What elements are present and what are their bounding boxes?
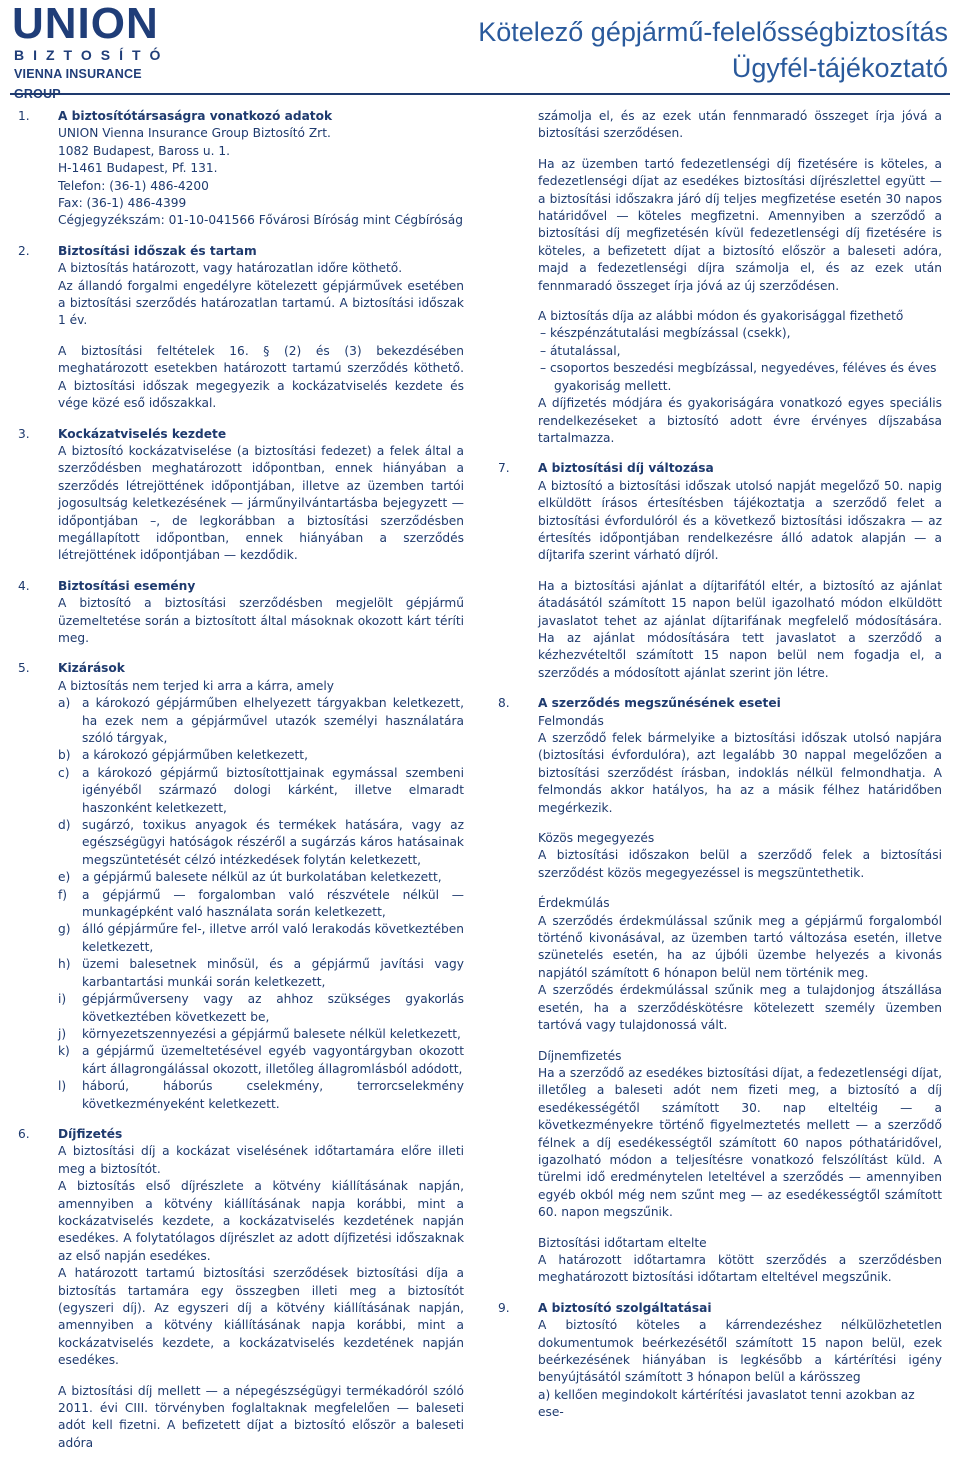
paragraph: A biztosítási feltételek 16. § (2) és (3) bekezdésében meghatározott esetekben határozott tartamú szerződés köthető. A biztosítási időszak megegyezik a kockázatviselés kezdete és vége közé eső időszakkal. [58,343,464,411]
subheading: Közös megegyezés [538,831,655,846]
company-phone: Telefon: (36-1) 486-4200 [58,178,209,193]
paragraph: Ha a szerződő az esedékes biztosítási díjat, a fedezetlenségi díjat, illetőleg a baleseti adót nem fizeti meg, a biztosító a díj esedékességétől számított 30. nap elteltéig — a következményekre történő figyelmeztetés mellett — a szerződő félnek a díj esedékességtől számított 60 napos póthatáridővel, igazolható módon a teljesítésre vonatkozó felszólítást küld. A türelmi idő eredménytelen leteltével a szerződés — amennyiben egyéb okból még nem szűnt meg — az esedékességtől számított 60. napon megszűnik. [538,1065,942,1220]
section-4 [18,578,464,648]
list-item: – átutalással, [538,343,942,360]
company-po-box: H-1461 Budapest, Pf. 131. [58,161,218,176]
subheading: Felmondás [538,713,604,728]
paragraph: A biztosítás díja az alábbi módon és gyakorisággal fizethető [538,309,904,324]
section-6 [18,1126,464,1452]
section-heading: Kockázatviselés kezdete [58,426,227,441]
right-column [498,108,942,1435]
section-heading: Biztosítási esemény [58,578,196,593]
list-item: a) a károkozó gépjárműben elhelyezett tárgyakban keletkezett, ha ezek nem a gépjárművel utazók személyi használatára szóló tárgyak, [58,696,464,745]
list-item: c) a károkozó gépjármű biztosítottjainak egymással szembeni igényéből származó dologi kárként, illetve elmaradt haszonként keletkezett, [58,765,464,815]
list-item: h) üzemi balesetnek minősül, és a gépjármű javítási vagy karbantartási munkái során keletkezett, [58,957,464,989]
paragraph: A szerződés érdekmúlással szűnik meg a tulajdonjog átszállása esetén, ha a szerződéskötésre kötelezett személy üzemben tartóvá vagy tulajdonossá vált. [538,983,942,1033]
paragraph: A szerződés érdekmúlással szűnik meg a gépjármű forgalomból történő kivonásával, az üzemben tartó változása esetén, illetve szünetelés esetén, ha az újbóli üzembe helyezés a kivonás napjától számított 6 hónapon belül nem történik meg. [538,913,942,980]
section-number: 6. [18,1126,30,1141]
paragraph: A biztosító kockázatviselése (a biztosítási fedezet) a felek által a szerződésben meghatározott időpontban, ennek hiányában a szerződés létrejöttének időpontjában, illetve az üzemben tartói jogosultság keletkezésének — járműnyilvántartásba bejegyzett — időpontjában –, de legkorábban a biztosítási szerződésben megállapított időpontban, ennek hiányában a szerződés létrejöttének időpontjában — kezdődik. [58,443,464,563]
subheading: Biztosítási időtartam eltelte [538,1235,707,1250]
logo-union-text: UNION [12,0,159,48]
paragraph: Az állandó forgalmi engedélyre kötelezett gépjárművek esetében a biztosítási szerződés határozatlan tartamú. A biztosítási időszak 1 év. [58,278,464,328]
section-8 [498,695,942,1287]
section-1 [18,108,464,230]
section-heading: Díjfizetés [58,1126,123,1141]
section-number: 2. [18,243,30,258]
exclusions-intro: A biztosítás nem terjed ki arra a kárra, amely [58,678,334,693]
logo-group-text: VIENNA INSURANCE [14,67,142,81]
section-heading: Biztosítási időszak és tartam [58,243,257,258]
section-heading: Kizárások [58,661,125,676]
logo-biztosito-text: BIZTOSÍTÓ [14,47,170,63]
list-item: d) sugárzó, toxikus anyagok és termékek hatására, vagy az egészségügyi hatóságok részéről a sugárzás káros hatásainak megszüntetését célzó intézkedések folytán keletkezett, [58,818,464,867]
paragraph: A díjfizetés módjára és gyakoriságára vonatkozó egyes speciális rendelkezéseket a biztosító adott évre érvényes díjszabása tartalmazza. [538,396,942,445]
section-number: 5. [18,661,30,676]
list-item: i) gépjárműverseny vagy az ahhoz szükséges gyakorlás következtében következett be, [58,992,464,1024]
section-heading: A biztosítótársaságra vonatkozó adatok [58,109,333,123]
paragraph: Ha az üzemben tartó fedezetlenségi díj fizetésére is köteles, a fedezetlenségi díjat az esedékes biztosítási díjrészlettel együtt — a biztosítási időszakra járó díj teljes megfizetése esetén 30 napos határidővel — köteles megfizetni. Amennyiben a szerződő a biztosítási díj megfizetésén kívül fedezetlenségi díj fizetésére is köteles, a befizetett díjat a biztosító először a baleseti adóra, majd a fedezetlenségi díjra számolja el, és az ezek után fennmaradó összeget írja jóvá az új szerződésen. [538,156,942,293]
paragraph: A biztosítás határozott, vagy határozatlan időre köthető. [58,261,403,276]
section-number: 9. [498,1300,510,1315]
company-registration: Cégjegyzékszám: 01-10-041566 Fővárosi Bíróság mint Cégbíróság [58,213,463,228]
paragraph: A biztosító köteles a kárrendezéshez nélkülözhetetlen dokumentumok beérkezésétől számított 15 napon belül, ezek beérkezésének hiányában is legkésőbb a kártérítési igény benyújtásától számított 3 hónapon belül a kárösszeg [538,1318,942,1385]
paragraph: A biztosító a biztosítási időszak utolsó napját megelőző 50. napig elküldött írásos értesítésben tájékoztatja a szerződő felet a biztosítási évfordulóról és a következő biztosítási időszakra — az értesítés időpontjában rendelkezésre álló adatok alapján — a díjtarifa szerint várható díjról. [538,478,942,563]
list-item: g) álló gépjárműre fel-, illetve arról való lerakodás következtében keletkezett, [58,922,464,954]
document-title [478,14,948,86]
paragraph: A határozott időtartamra kötött szerződés a szerződésben meghatározott biztosítási időtartam elteltével megszűnik. [538,1252,942,1285]
title-line-2: Ügyfél-tájékoztató [731,53,948,83]
paragraph: számolja el, és az ezek után fennmaradó összeget írja jóvá a biztosítási szerződésen. [538,109,942,141]
company-name: UNION Vienna Insurance Group Biztosító Zrt. [58,126,331,141]
company-fax: Fax: (36-1) 486-4399 [58,196,187,211]
section-3 [18,426,464,565]
list-item: j) környezetszennyezési a gépjármű balesete nélkül keletkezett, [58,1026,461,1041]
section-6-continued [498,108,942,447]
union-logo [12,2,182,104]
list-item: l) háború, háborús cselekmény, terrorcselekmény következményeként keletkezett. [58,1079,464,1111]
list-item: – készpénzátutalási megbízással (csekk), [538,325,942,342]
list-item: f) a gépjármű — forgalomban való részvétele nélkül — munkagépként való használata során keletkezett, [58,887,464,920]
header-divider [10,93,950,95]
section-heading: A biztosító szolgáltatásai [538,1300,712,1315]
subheading: Érdekmúlás [538,896,610,911]
subheading: Díjnemfizetés [538,1048,622,1063]
list-item: – csoportos beszedési megbízással, negyedéves, féléves és éves gyakoriság mellett. [538,360,942,395]
paragraph: A határozott tartamú biztosítási szerződések biztosítási díja a biztosítás tartamára egy összegben illeti meg a biztosítót (egyszeri díj). Az egyszeri díj a kötvény kiállításának napján, amennyiben a kötvény kiállításának napja korábbi, mint a kockázatviselés kezdete, a kockázatviselés kezdetének napján esedékes. [58,1266,464,1368]
paragraph: A szerződő felek bármelyike a biztosítási időszak utolsó napjára (biztosítási évfordulóra), azt legalább 30 nappal megelőzően a biztosítási szerződést írásban, indoklás nélkül felmondhatja. A felmondás akkor hatályos, ha az a másik félhez határidőben megérkezik. [538,731,942,815]
paragraph: Ha a biztosítási ajánlat a díjtarifától eltér, a biztosító az ajánlat átadásától számított 15 napon belül igazolható módon elküldött javaslatot tehet az ajánlat díjtarifának megfelelő módosítására. Ha az ajánlat módosítására tett javaslatot a szerződő a kézhezvételtől számított 15 napon belül nem fogadja el, a szerződés a módosított ajánlat szerint jön létre. [538,578,942,680]
exclusions-list [58,695,464,1113]
list-item: b) a károkozó gépjárműben keletkezett, [58,748,308,763]
section-7 [498,460,942,682]
title-line-1: Kötelező gépjármű-felelősségbiztosítás [478,17,948,47]
section-number: 7. [498,461,510,476]
paragraph: A biztosítási időszakon belül a szerződő felek a biztosítási szerződést közös megegyezéssel is megszüntethetik. [538,848,942,880]
section-5 [18,660,464,1113]
payment-methods-list [538,325,942,395]
section-2 [18,243,464,413]
paragraph: A biztosítási díj mellett — a népegészségügyi termékadóról szóló 2011. évi CIII. törvényben foglaltaknak megfelelően — baleseti adót kell fizetni. A befizetett díjat a biztosító először a baleseti adóra [58,1383,464,1450]
paragraph: A biztosító a biztosítási szerződésben megjelölt gépjármű üzemeltetése során a biztosított által másoknak okozott kárt téríti meg. [58,596,464,645]
list-item: e) a gépjármű balesete nélkül az út burkolatában keletkezett, [58,870,442,885]
section-heading: A szerződés megszűnésének esetei [538,696,781,711]
list-item: a) kellően megindokolt kártérítési javaslatot tenni azokban az ese- [538,1387,915,1420]
paragraph: A biztosítás első díjrészlete a kötvény kiállításának napján, amennyiben a kötvény kiállításának napja korábbi, mint a kockázatviselés kezdete, a kockázatviselés kezdetének napján esedékes. A folytatólagos díjrészlet az adott díjfizetési időszaknak az első napján esedékes. [58,1179,464,1263]
section-number: 8. [498,696,510,711]
section-9 [498,1300,942,1422]
left-column [18,108,464,1465]
paragraph: A biztosítási díj a kockázat viselésének időtartamára előre illeti meg a biztosítót. [58,1144,464,1176]
company-address: 1082 Budapest, Baross u. 1. [58,143,230,158]
list-item: k) a gépjármű üzemeltetésével egyéb vagyontárgyban okozott kárt állagrongálással okozott, illetőleg állagromlásból adódott, [58,1044,464,1076]
section-heading: A biztosítási díj változása [538,461,714,476]
section-number: 4. [18,578,30,593]
section-number: 1. [18,109,30,123]
section-number: 3. [18,426,30,441]
